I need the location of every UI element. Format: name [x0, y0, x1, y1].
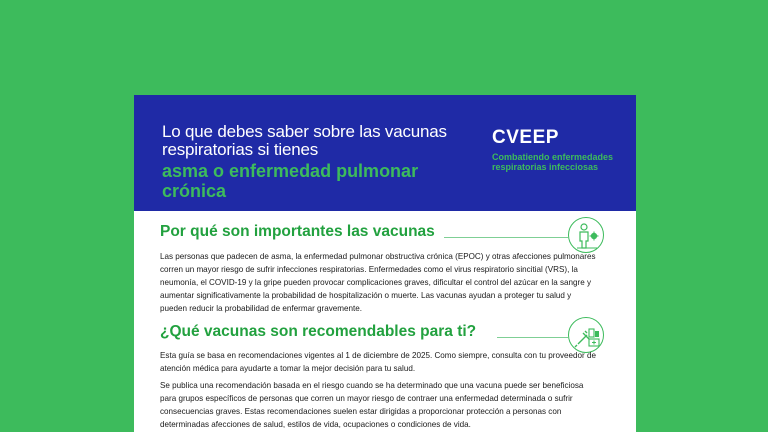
document-page: [134, 95, 636, 432]
title-white: Lo que debes saber sobre las vacunas respiratorias si tienes: [162, 122, 447, 159]
section-heading-which: ¿Qué vacunas son recomendables para ti?: [160, 323, 477, 340]
section-paragraph: Las personas que padecen de asma, la enfermedad pulmonar obstructiva crónica (EPOC) y otras afecciones pulmonares corren un mayor riesgo de sufrir infecciones respiratorias. Enfermedades como el virus respiratorio sincitial (VRS), la neumonía, el COVID-19 y la gripe pueden provocar complicaciones graves, dificultar el control del azúcar en la sangre y aumentar significativamente la probabilidad de hospitalización o muerte. Las vacunas ayudan a proteger tu salud y pueden reducir la probabilidad de enfermar gravemente.: [160, 252, 596, 313]
cveep-logo: [492, 128, 632, 172]
syringe-vials-icon: [568, 317, 604, 353]
section-heading-why: Por qué son importantes las vacunas: [160, 223, 435, 240]
section-divider: [497, 337, 568, 338]
section-divider: [444, 237, 568, 238]
section-paragraph: Esta guía se basa en recomendaciones vigentes al 1 de diciembre de 2025. Como siempre, consulta con tu proveedor de atención médica para ayudarte a tomar la mejor decisión para tu salud.: [160, 351, 596, 373]
title-green: asma o enfermedad pulmonar crónica: [162, 161, 419, 201]
person-virus-icon: [568, 217, 604, 253]
section-paragraph: Se publica una recomendación basada en el riesgo cuando se ha determinado que una vacuna puede ser beneficiosa para grupos específicos de personas que corren un mayor riesgo de contraer una enfermedad determinada o sufrir consecuencias graves. Estas recomendaciones suelen estar dirigidas a proporcionar protección a personas con determinadas afecciones de salud, estilos de vida, ocupaciones o condiciones de vida.: [160, 381, 584, 429]
logo-tagline: Combatiendo enfermedades respiratorias infecciosas: [492, 152, 614, 172]
logo-name: CVEEP: [492, 127, 559, 148]
header-banner: [134, 95, 636, 211]
